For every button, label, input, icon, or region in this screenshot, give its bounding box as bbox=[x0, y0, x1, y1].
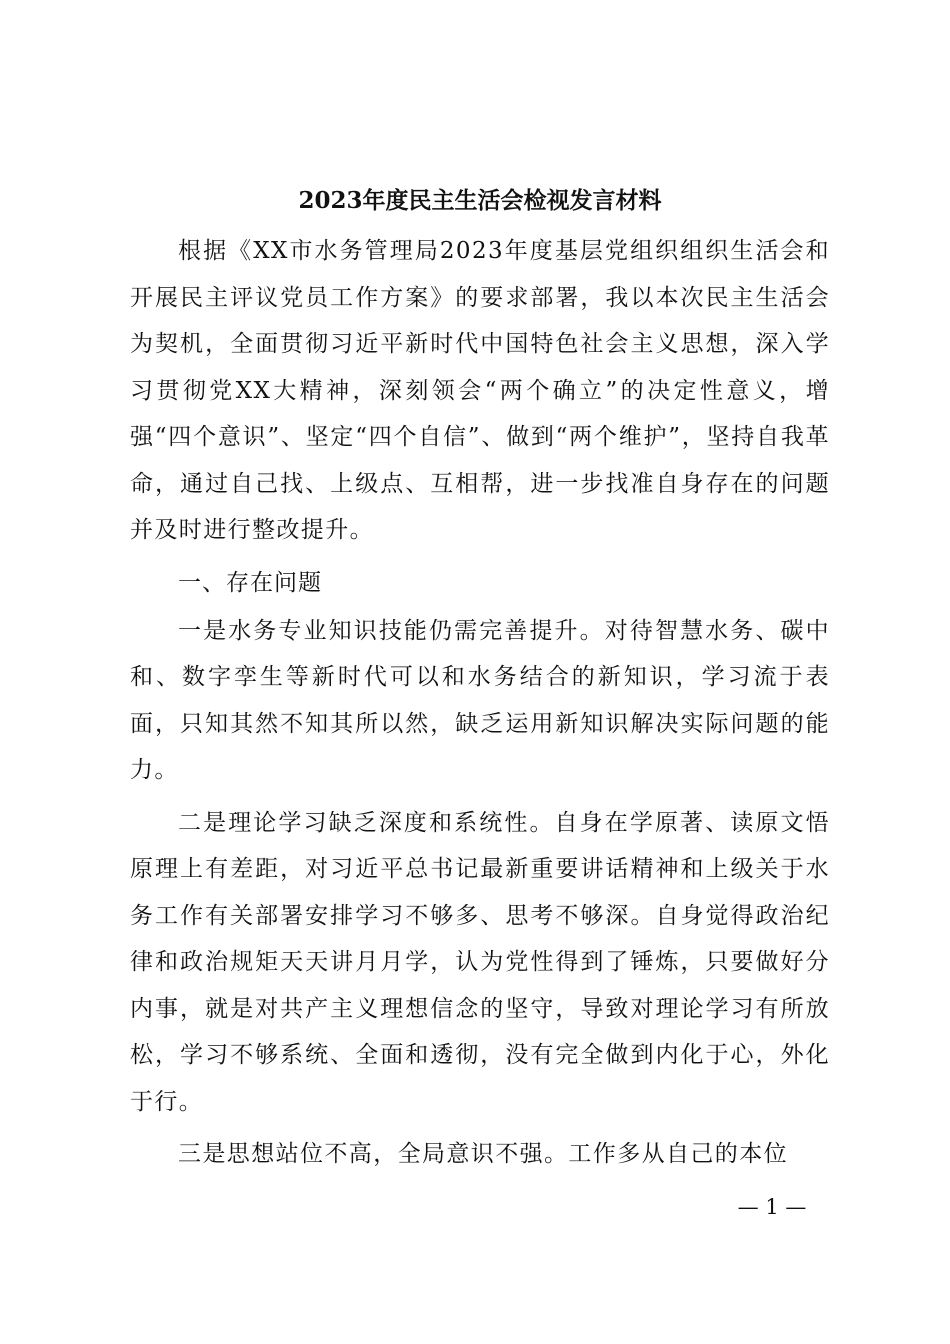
intro-paragraph: 根据《XX市水务管理局2023年度基层党组织组织生活会和开展民主评议党员工作方案》的要求部署，我以本次民主生活会为契机，全面贯彻习近平新时代中国特色社会主义思想，深入学习贯彻党XX大精神，深刻领会“两个确立”的决定性意义，增强“四个意识”、坚定“四个自信”、做到“两个维护”，坚持自我革命，通过自己找、上级点、互相帮，进一步找准自身存在的问题并及时进行整改提升。 bbox=[130, 238, 830, 543]
page-number: — 1 — bbox=[737, 1195, 807, 1219]
problem-paragraph-1: 一是水务专业知识技能仍需完善提升。对待智慧水务、碳中和、数字孪生等新时代可以和水务结合的新知识，学习流于表面，只知其然不知其所以然，缺乏运用新知识解决实际问题的能力。 bbox=[130, 617, 830, 783]
problem-paragraph-3: 三是思想站位不高，全局意识不强。工作多从自己的本位 bbox=[178, 1141, 788, 1167]
document-title: 2023年度民主生活会检视发言材料 bbox=[298, 187, 662, 214]
section-heading-problems: 一、存在问题 bbox=[178, 569, 322, 596]
document-body bbox=[130, 228, 830, 1184]
problem-paragraph-2: 二是理论学习缺乏深度和系统性。自身在学原著、读原文悟原理上有差距，对习近平总书记最新重要讲话精神和上级关于水务工作有关部署安排学习不够多、思考不够深。自身觉得政治纪律和政治规矩天天讲月月学，认为党性得到了锤炼，只要做好分内事，就是对共产主义理想信念的坚守，导致对理论学习有所放松，学习不够系统、全面和透彻，没有完全做到内化于心，外化于行。 bbox=[130, 809, 830, 1115]
